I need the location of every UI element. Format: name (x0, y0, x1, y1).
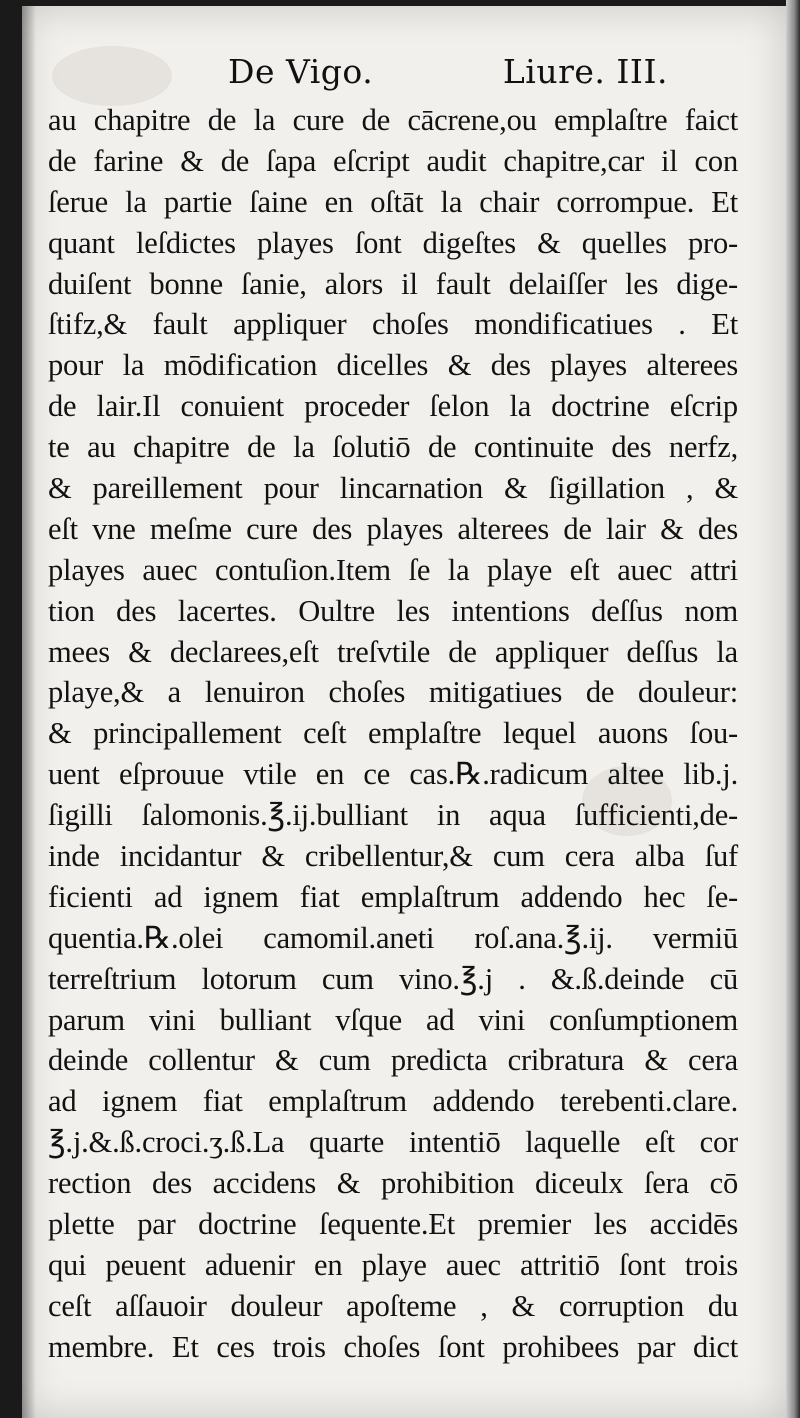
page-body-text (48, 100, 738, 1368)
text-line: parum vini bulliant vſque ad vini conſumptionem (48, 1002, 738, 1037)
text-line: plette par doctrine ſequente.Et premier les accidēs (48, 1207, 738, 1242)
text-line: ſigilli ſalomonis.℥.ij.bulliant in aqua ſufficienti,de- (48, 798, 738, 833)
running-header-author: De Vigo. (228, 52, 374, 91)
text-line: mees & declarees,eſt treſvtile de appliquer deſſus la (48, 634, 738, 669)
page-edge (786, 0, 800, 1418)
text-line: inde incidantur & cribellentur,& cum cera alba ſuf (48, 839, 738, 874)
text-line: playes auec contuſion.Item ſe la playe eſt auec attri (48, 552, 738, 587)
page-gutter-shadow (22, 6, 36, 1418)
text-line: quentia.℞.olei camomil.aneti roſ.ana.℥.ij. vermiū (48, 920, 738, 955)
text-line: playe,& a lenuiron choſes mitigatiues de douleur: (48, 675, 738, 710)
text-line: & pareillement pour lincarnation & ſigillation , & (48, 471, 738, 506)
text-line: ficienti ad ignem fiat emplaſtrum addendo hec ſe- (48, 879, 738, 914)
paper-stain (52, 46, 172, 106)
text-line: pour la mōdification dicelles & des playes alterees (48, 348, 738, 383)
text-line: uent eſprouue vtile en ce cas.℞.radicum altee lib.j. (48, 757, 738, 792)
text-line: eſt vne meſme cure des playes alterees de lair & des (48, 511, 738, 546)
text-line: au chapitre de la cure de cācrene,ou emplaſtre faict (48, 103, 738, 137)
text-line: ℥.j.&.ß.croci.ʒ.ß.La quarte intentiō laquelle eſt cor (48, 1125, 738, 1160)
text-line: ſerue la partie ſaine en oſtāt la chair corrompue. Et (48, 184, 738, 219)
text-line: duiſent bonne ſanie, alors il fault delaiſſer les dige- (48, 266, 738, 301)
text-line: quant leſdictes playes ſont digeſtes & quelles pro- (48, 225, 738, 260)
text-line: membre. Et ces trois choſes ſont prohibees par dict (48, 1329, 738, 1364)
text-line: & principallement ceſt emplaſtre lequel auons ſou- (48, 716, 738, 751)
text-line: de farine & de ſapa eſcript audit chapitre,car il con (48, 143, 738, 178)
running-header (228, 52, 668, 96)
text-line: ad ignem fiat emplaſtrum addendo terebenti.clare. (48, 1084, 738, 1119)
text-line: deinde collentur & cum predicta cribratura & cera (48, 1043, 738, 1078)
text-line: ceſt aſſauoir douleur apoſteme , & corruption du (48, 1288, 738, 1323)
text-line: terreſtrium lotorum cum vino.℥.j . &.ß.deinde cū (48, 961, 738, 996)
running-header-book: Liure. III. (502, 52, 668, 91)
text-line: de lair.Il conuient proceder ſelon la doctrine eſcrip (48, 389, 738, 424)
text-line: ſtifz,& fault appliquer choſes mondificatiues . Et (48, 307, 738, 342)
text-line: qui peuent aduenir en playe auec attritiō ſont trois (48, 1247, 738, 1282)
text-line: te au chapitre de la ſolutiō de continuite des nerfz, (48, 430, 738, 465)
text-line: rection des accidens & prohibition diceulx ſera cō (48, 1166, 738, 1201)
text-line: tion des lacertes. Oultre les intentions deſſus nom (48, 593, 738, 628)
